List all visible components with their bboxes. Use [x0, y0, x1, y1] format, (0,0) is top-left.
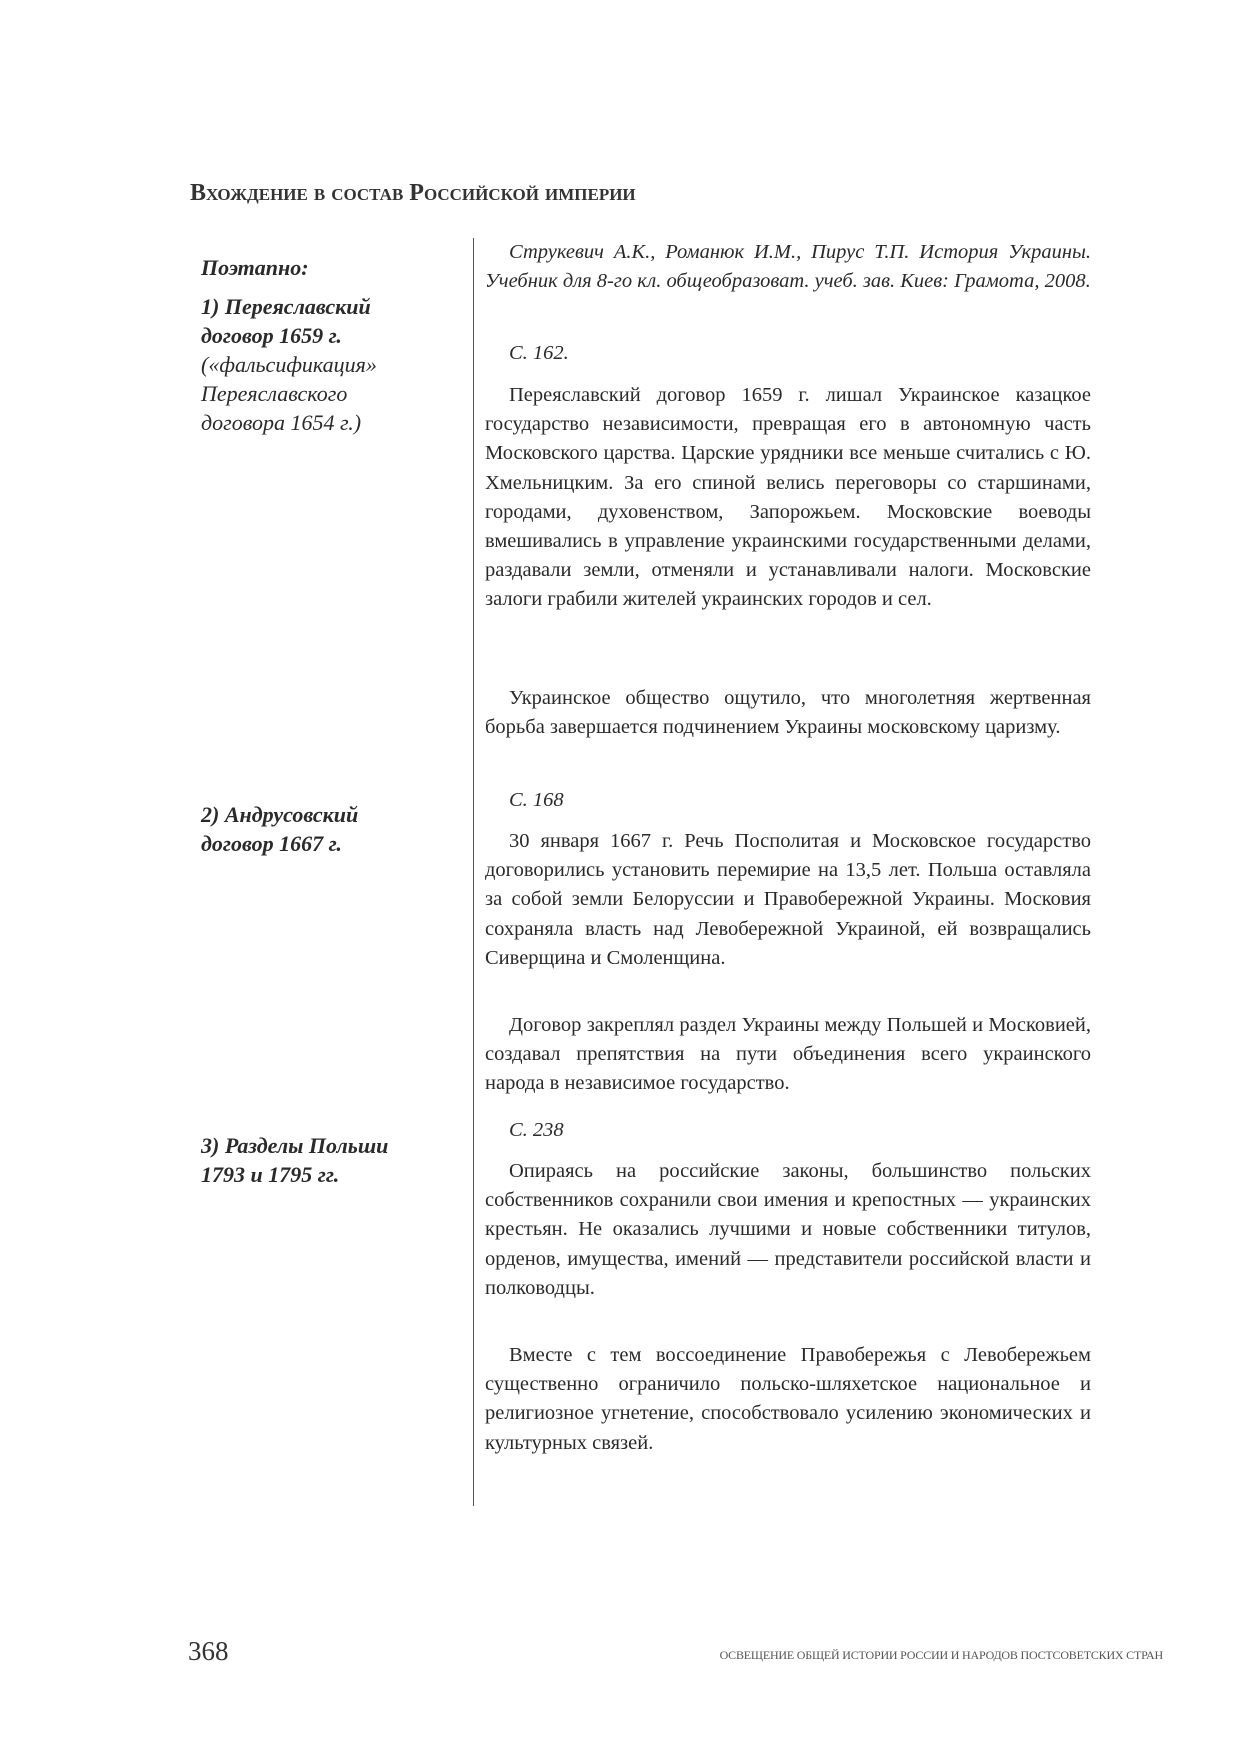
paragraph-3: 30 января 1667 г. Речь Посполитая и Московское государство договорились установить перемирие на 13,5 лет. Польша оставляла за собой земли Белоруссии и Правобережной Украины. Московия сохраняла власть над Левобережной Украиной, ей возвращались Сиверщина и Смоленщина.: [485, 830, 1091, 969]
intro-label: Поэтапно:: [201, 255, 309, 280]
paragraph-2: Украинское общество ощутило, что многолетняя жертвенная борьба завершается подчинением Украины московскому царизму.: [485, 687, 1091, 739]
page-number: 368: [188, 1636, 229, 1666]
page-ref-1: С. 162.: [509, 342, 569, 364]
paragraph-5: Опираясь на российские законы, большинство польских собственников сохранили свои имения и крепостных — украинских крестьян. Не оказались лучшими и новые собственники титулов, орденов, имущества, имений — представители российской власти и полководцы.: [485, 1160, 1091, 1299]
item1-note: («фальсификация» Переяславского договора 1654 г.): [201, 352, 377, 435]
paragraph-1: Переяславский договор 1659 г. лишал Украинское казацкое государство независимости, превращая его в автономную часть Московского царства. Царские урядники все меньше считались с Ю. Хмельницким. За его спиной велись переговоры со старшинами, городами, духовенством, Запорожьем. Московские воеводы вмешивались в управление украинскими государственными делами, раздавали земли, отменяли и устанавливали налоги. Московские залоги грабили жителей украинских городов и сел.: [485, 384, 1091, 611]
page-ref-3: С. 238: [509, 1119, 564, 1141]
column-divider: [473, 238, 474, 1506]
running-title: ОСВЕЩЕНИЕ ОБЩЕЙ ИСТОРИИ РОССИИ И НАРОДОВ ПОСТСОВЕТСКИХ СТРАН: [719, 1648, 1163, 1662]
paragraph-6: Вместе с тем воссоединение Правобережья с Левобережьем существенно ограничило польско-шляхетское национальное и религиозное угнетение, способствовало усилению экономических и культурных связей.: [485, 1344, 1091, 1454]
citation: Струкевич А.К., Романюк И.М., Пирус Т.П. История Украины. Учебник для 8-го кл. общеобразоват. учеб. зав. Киев: Грамота, 2008.: [485, 241, 1091, 293]
page-ref-2: С. 168: [509, 789, 564, 811]
item1-title: 1) Переяславский договор 1659 г.: [201, 294, 371, 348]
item2-title: 2) Андрусовский договор 1667 г.: [201, 802, 359, 856]
item3-title: 3) Разделы Польши 1793 и 1795 гг.: [201, 1133, 389, 1187]
paragraph-4: Договор закреплял раздел Украины между Польшей и Московией, создавал препятствия на пути объединения всего украинского народа в независимое государство.: [485, 1014, 1091, 1095]
section-title: Вхождение в состав Российской империи: [190, 180, 636, 206]
